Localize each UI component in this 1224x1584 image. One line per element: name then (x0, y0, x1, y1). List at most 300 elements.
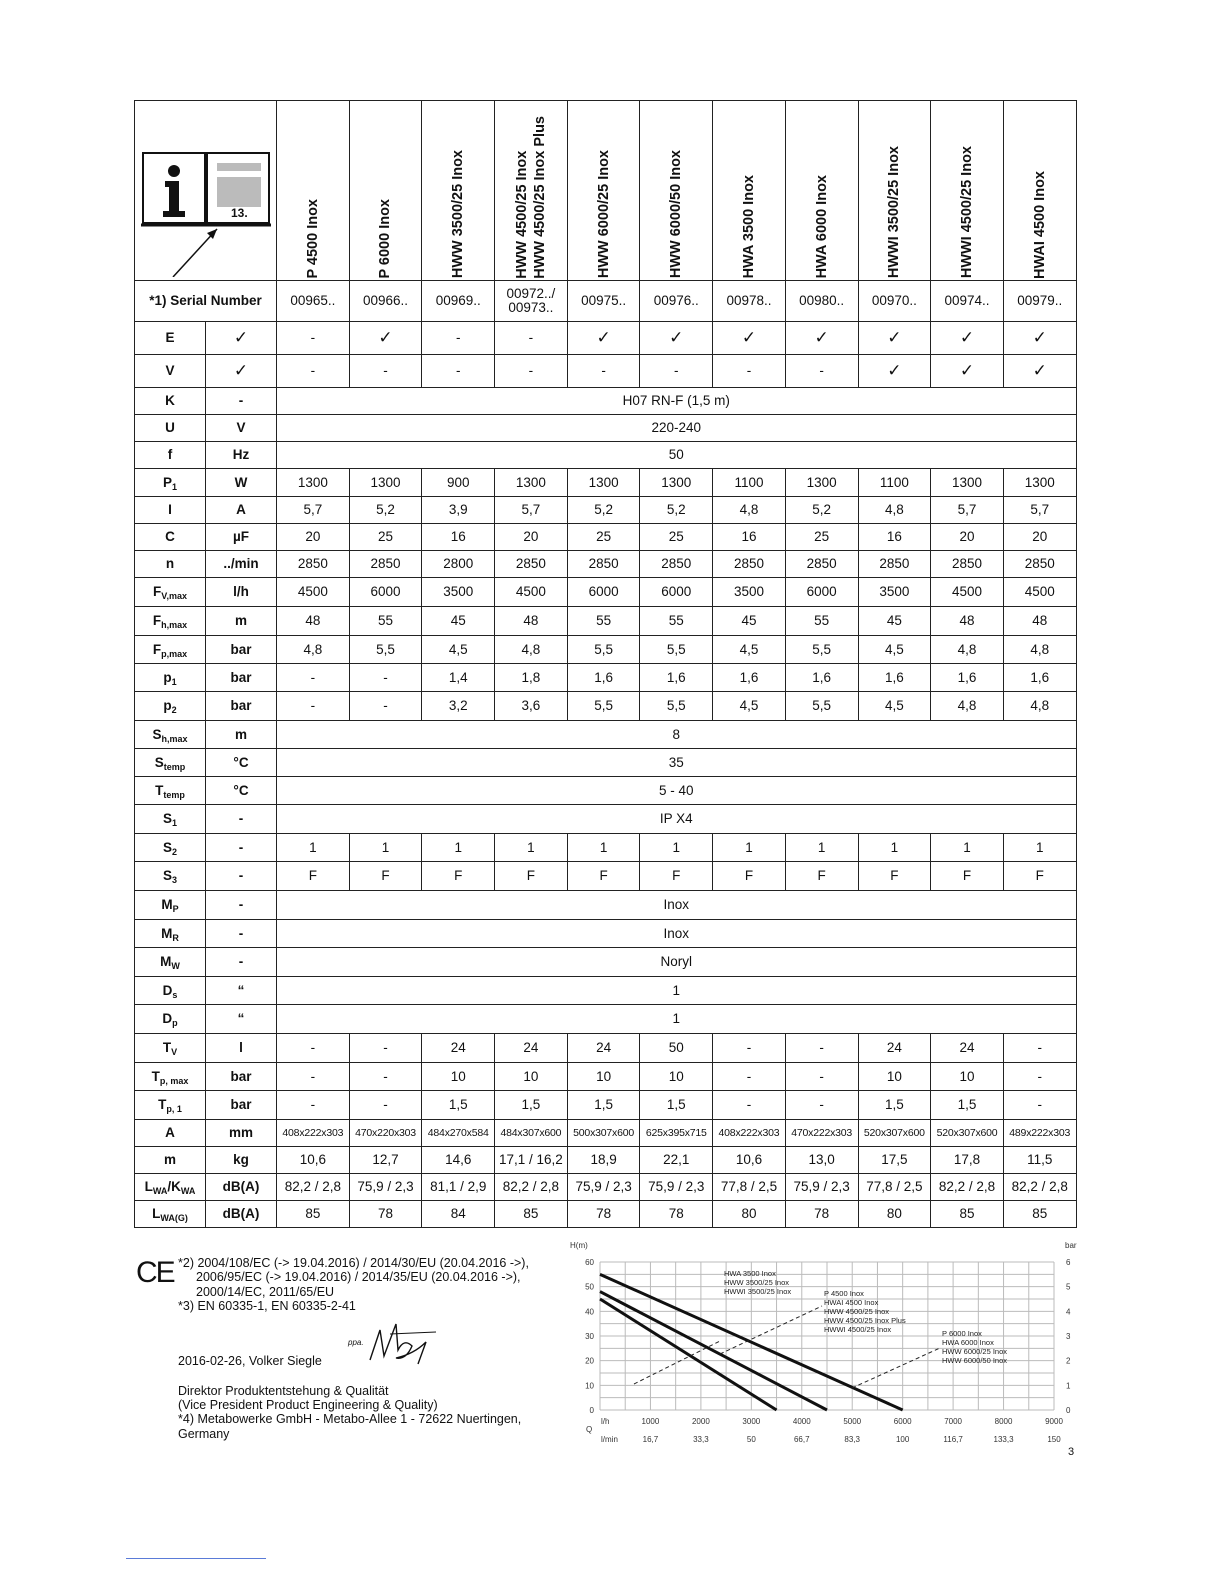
param-common-value: IP X4 (277, 805, 1077, 834)
manufacturer-country: Germany (178, 1426, 230, 1441)
param-value: - (349, 1091, 422, 1120)
param-value: 24 (931, 1034, 1004, 1063)
param-value: 10 (495, 1063, 568, 1091)
param-unit: - (206, 948, 277, 977)
spec-row (135, 469, 1077, 497)
signer-title-en: (Vice President Product Engineering & Quality) (178, 1397, 438, 1412)
spec-row (135, 920, 1077, 948)
param-unit: m (206, 721, 277, 749)
param-value: 55 (567, 607, 640, 636)
param-value: 2850 (931, 551, 1004, 578)
date-signer: 2016-02-26, Volker Siegle (178, 1353, 322, 1368)
param-value: 17,8 (931, 1147, 1004, 1174)
param-value: 1 (422, 834, 495, 862)
param-subscript: V (171, 1047, 178, 1058)
param-value: 13,0 (785, 1147, 858, 1174)
param-label (135, 777, 206, 805)
param-label (135, 692, 206, 721)
param-value: F (858, 862, 931, 891)
param-value: - (277, 1091, 350, 1120)
param-label (135, 721, 206, 749)
serial-value: 00980.. (785, 281, 858, 322)
param-value: ✓ (858, 322, 931, 355)
param-value: 1,8 (495, 664, 568, 692)
param-unit: V (206, 415, 277, 442)
param-value: 24 (567, 1034, 640, 1063)
param-value: 489x222x303 (1003, 1120, 1076, 1147)
param-label (135, 1005, 206, 1034)
param-subscript: temp (163, 761, 186, 772)
param-unit: °C (206, 749, 277, 777)
param-value: 20 (1003, 524, 1076, 551)
model-name: HWW 4500/25 Inox (513, 150, 530, 279)
param-subscript: h,max (161, 620, 188, 631)
param-unit: - (206, 805, 277, 834)
param-unit: °C (206, 777, 277, 805)
model-name: HWW 6000/50 Inox (668, 150, 685, 279)
param-value: 78 (640, 1201, 713, 1228)
param-subscript: WA(G) (160, 1213, 188, 1224)
serial-value: 00965.. (277, 281, 350, 322)
param-symbol: T (162, 1040, 172, 1056)
param-value: 81,1 / 2,9 (422, 1174, 495, 1201)
param-subscript: 1 (171, 676, 177, 687)
param-value: - (277, 1034, 350, 1063)
serial-value: 00972../ 00973.. (495, 281, 568, 322)
param-value: F (422, 862, 495, 891)
param-value: 1300 (277, 469, 350, 497)
param-value: - (349, 355, 422, 388)
param-value: 20 (277, 524, 350, 551)
param-value: 22,1 (640, 1147, 713, 1174)
param-value: 5,2 (640, 497, 713, 524)
spec-table (134, 100, 1077, 1228)
param-label (135, 1120, 206, 1147)
model-name: HWW 4500/25 Inox Plus (531, 115, 548, 279)
param-value: 16 (422, 524, 495, 551)
param-value: 4,5 (713, 692, 786, 721)
param-value: 20 (931, 524, 1004, 551)
param-unit: bar (206, 1091, 277, 1120)
param-unit: bar (206, 664, 277, 692)
param-value: 18,9 (567, 1147, 640, 1174)
param-unit: mm (206, 1120, 277, 1147)
param-value: 1 (931, 834, 1004, 862)
y-tick-right: 6 (1066, 1258, 1071, 1267)
param-unit: dB(A) (206, 1174, 277, 1201)
spec-row (135, 948, 1077, 977)
param-common-value: 5 - 40 (277, 777, 1077, 805)
model-header (931, 101, 1004, 281)
param-value: 82,2 / 2,8 (1003, 1174, 1076, 1201)
param-value: 408x222x303 (713, 1120, 786, 1147)
model-header (277, 101, 350, 281)
param-value: ✓ (713, 322, 786, 355)
param-value: 625x395x715 (640, 1120, 713, 1147)
spec-row (135, 1091, 1077, 1120)
param-symbol: S (162, 811, 172, 827)
param-value: 1,5 (640, 1091, 713, 1120)
param-symbol: A (165, 1125, 175, 1141)
param-value: - (349, 692, 422, 721)
param-value: 10 (567, 1063, 640, 1091)
param-value: 1,5 (931, 1091, 1004, 1120)
param-value: 1 (277, 834, 350, 862)
param-value: 45 (858, 607, 931, 636)
param-symbol: T (155, 782, 164, 798)
param-symbol: K (165, 393, 175, 409)
param-value: 20 (495, 524, 568, 551)
param-value: 3500 (422, 578, 495, 607)
param-symbol: f (167, 447, 173, 463)
param-value: ✓ (567, 322, 640, 355)
param-value: 3,2 (422, 692, 495, 721)
param-label (135, 1147, 206, 1174)
legend-entry: HWWI 4500/25 Inox (824, 1325, 892, 1334)
param-value: ✓ (640, 322, 713, 355)
param-value: 1,6 (785, 664, 858, 692)
param-subscript: h,max (161, 733, 188, 744)
param-symbol: M (161, 897, 173, 913)
x-unit-1: l/h (601, 1417, 610, 1426)
param-value: 1,6 (713, 664, 786, 692)
spec-row (135, 1174, 1077, 1201)
pump-curve-series (600, 1299, 777, 1410)
spec-row (135, 1034, 1077, 1063)
param-value: 24 (422, 1034, 495, 1063)
svg-text:13.: 13. (231, 206, 248, 220)
legend-entry: HWA 3500 Inox (724, 1269, 776, 1278)
model-name: HWA 3500 Inox (740, 175, 757, 279)
signature-row (178, 1314, 558, 1366)
param-value: 4,8 (931, 636, 1004, 664)
pump-curve-chart (560, 1236, 1080, 1456)
param-value: 4,8 (1003, 692, 1076, 721)
param-common-value: 1 (277, 977, 1077, 1005)
param-value: 2850 (277, 551, 350, 578)
param-value: 4,8 (931, 692, 1004, 721)
x-tick-lmin: 50 (746, 1435, 756, 1444)
y-tick-right: 2 (1066, 1356, 1071, 1366)
param-value: 75,9 / 2,3 (640, 1174, 713, 1201)
param-value: - (422, 322, 495, 355)
param-symbol: D (162, 1011, 173, 1027)
param-subscript: R (172, 932, 179, 943)
spec-row (135, 834, 1077, 862)
param-value: 1300 (1003, 469, 1076, 497)
param-subscript: 1 (172, 818, 178, 829)
param-value: 5,7 (1003, 497, 1076, 524)
x-tick: 7000 (944, 1417, 963, 1426)
param-subscript: P (172, 904, 179, 915)
y-tick-left: 10 (585, 1381, 594, 1391)
param-value: 25 (567, 524, 640, 551)
serial-value: 00979.. (1003, 281, 1076, 322)
directive-line-3: 2000/14/EC, 2011/65/EU (196, 1284, 335, 1299)
param-value: 78 (567, 1201, 640, 1228)
param-unit: - (206, 862, 277, 891)
param-value: F (931, 862, 1004, 891)
param-value: 470x222x303 (785, 1120, 858, 1147)
param-value: 48 (1003, 607, 1076, 636)
param-value: 5,7 (495, 497, 568, 524)
param-symbol: D (162, 982, 173, 998)
param-value: 80 (713, 1201, 786, 1228)
param-symbol: S (162, 839, 172, 855)
param-value: 3500 (713, 578, 786, 607)
param-value: 75,9 / 2,3 (349, 1174, 422, 1201)
declaration-block (178, 1256, 558, 1441)
param-value: 520x307x600 (931, 1120, 1004, 1147)
spec-row (135, 692, 1077, 721)
param-symbol: P (162, 474, 172, 490)
param-value: 6000 (567, 578, 640, 607)
param-symbol: V (165, 363, 175, 379)
model-name: P 4500 Inox (304, 199, 321, 279)
param-common-value: 35 (277, 749, 1077, 777)
param-value: 3,9 (422, 497, 495, 524)
param-value: 6000 (349, 578, 422, 607)
param-value: - (277, 664, 350, 692)
model-header (640, 101, 713, 281)
param-value: 1,6 (931, 664, 1004, 692)
param-value: F (349, 862, 422, 891)
param-value: 520x307x600 (858, 1120, 931, 1147)
param-value: 5,2 (349, 497, 422, 524)
param-value: 85 (1003, 1201, 1076, 1228)
param-value: 1,5 (567, 1091, 640, 1120)
spec-row (135, 805, 1077, 834)
param-label (135, 322, 206, 355)
legend-entry: HWW 4500/25 Inox Plus (824, 1316, 906, 1325)
legend-leader-line (720, 1306, 822, 1354)
param-unit: m (206, 607, 277, 636)
param-value: ✓ (931, 355, 1004, 388)
param-label (135, 497, 206, 524)
x-tick: 2000 (691, 1417, 710, 1426)
param-common-value: 50 (277, 442, 1077, 469)
param-value: 6000 (785, 578, 858, 607)
param-value: 470x220x303 (349, 1120, 422, 1147)
spec-row (135, 578, 1077, 607)
param-value: - (713, 355, 786, 388)
param-value: 2850 (349, 551, 422, 578)
param-value: ✓ (349, 322, 422, 355)
x-tick: 1000 (641, 1417, 660, 1426)
param-value: 1 (640, 834, 713, 862)
param-value: 1300 (785, 469, 858, 497)
legend-entry: HWWI 3500/25 Inox (724, 1287, 792, 1296)
spec-row (135, 862, 1077, 891)
param-value: 5,2 (785, 497, 858, 524)
serial-value: 00970.. (858, 281, 931, 322)
x-tick-lmin: 83,3 (844, 1435, 861, 1444)
param-value: 80 (858, 1201, 931, 1228)
param-value: 1,6 (1003, 664, 1076, 692)
param-value: - (713, 1091, 786, 1120)
param-value: 82,2 / 2,8 (277, 1174, 350, 1201)
y-tick-left: 40 (585, 1307, 594, 1317)
param-subscript: p (172, 1018, 178, 1029)
param-subscript: 3 (172, 875, 178, 886)
param-value: 2850 (567, 551, 640, 578)
legend-entry: P 4500 Inox (824, 1289, 864, 1298)
manual-reference-cell (135, 101, 277, 281)
param-subscript: 2 (172, 846, 178, 857)
x-tick: 9000 (1045, 1417, 1063, 1426)
param-unit: l (206, 1034, 277, 1063)
spec-row (135, 607, 1077, 636)
param-unit: ✓ (206, 355, 277, 388)
param-value: 1,6 (640, 664, 713, 692)
param-value: 45 (422, 607, 495, 636)
model-header (349, 101, 422, 281)
param-value: - (495, 355, 568, 388)
x-tick: 6000 (893, 1417, 912, 1426)
spec-row (135, 497, 1077, 524)
param-symbol: F (152, 641, 162, 657)
param-symbol: m (163, 1152, 176, 1168)
param-label (135, 524, 206, 551)
param-value: 2850 (713, 551, 786, 578)
param-value: F (495, 862, 568, 891)
param-value: 48 (931, 607, 1004, 636)
x-tick-lmin: 33,3 (693, 1435, 709, 1444)
x-tick-lmin: 66,7 (793, 1435, 810, 1444)
x-tick: 8000 (994, 1417, 1013, 1426)
param-value: - (277, 692, 350, 721)
pump-curve-series (600, 1292, 827, 1410)
directive-line-2: 2006/95/EC (-> 19.04.2016) / 2014/35/EU (20.04.2016 ->), (196, 1270, 521, 1285)
param-value: 1,6 (858, 664, 931, 692)
param-value: - (277, 1063, 350, 1091)
spec-row (135, 415, 1077, 442)
param-value: 5,5 (785, 636, 858, 664)
param-value: 1300 (349, 469, 422, 497)
param-value: 25 (349, 524, 422, 551)
param-label (135, 891, 206, 920)
param-value: - (349, 1063, 422, 1091)
param-symbol: p (163, 669, 172, 685)
param-symbol: U (165, 420, 175, 436)
standards-line: *3) EN 60335-1, EN 60335-2-41 (178, 1299, 356, 1314)
param-unit: kg (206, 1147, 277, 1174)
param-value: 4,8 (713, 497, 786, 524)
param-value: 10 (858, 1063, 931, 1091)
param-unit: - (206, 834, 277, 862)
model-name: P 6000 Inox (377, 199, 394, 279)
param-value: 82,2 / 2,8 (495, 1174, 568, 1201)
param-value: 900 (422, 469, 495, 497)
spec-row (135, 721, 1077, 749)
param-value: 2850 (495, 551, 568, 578)
legend-entry: HWW 6000/50 Inox (942, 1356, 1008, 1365)
param-unit: bar (206, 636, 277, 664)
y-tick-right: 4 (1066, 1307, 1071, 1317)
param-value: 77,8 / 2,5 (858, 1174, 931, 1201)
param-value: 10,6 (713, 1147, 786, 1174)
model-header (495, 101, 568, 281)
param-value: 484x307x600 (495, 1120, 568, 1147)
param-symbol: T (151, 1068, 160, 1084)
param-value: 5,5 (785, 692, 858, 721)
legend-entry: HWA 6000 Inox (942, 1338, 994, 1347)
param-value: 75,9 / 2,3 (785, 1174, 858, 1201)
param-value: 1 (785, 834, 858, 862)
param-subscript: s (172, 989, 178, 1000)
param-value: 1100 (858, 469, 931, 497)
param-value: 25 (640, 524, 713, 551)
param-value: 17,5 (858, 1147, 931, 1174)
param-value: 10,6 (277, 1147, 350, 1174)
param-unit: W (206, 469, 277, 497)
x-tick: 5000 (843, 1417, 862, 1426)
param-label (135, 388, 206, 415)
param-value: 1,5 (422, 1091, 495, 1120)
param-value: 2850 (640, 551, 713, 578)
param-value: 4500 (277, 578, 350, 607)
param-value: 77,8 / 2,5 (713, 1174, 786, 1201)
legend-entry: P 6000 Inox (942, 1329, 982, 1338)
param-value: 85 (931, 1201, 1004, 1228)
spec-row (135, 388, 1077, 415)
param-label (135, 1174, 206, 1201)
legend-entry: HWW 4500/25 Inox (824, 1307, 890, 1316)
manufacturer-line: *4) Metabowerke GmbH - Metabo-Allee 1 - 72622 Nuertingen, (178, 1412, 522, 1427)
param-value: 1 (713, 834, 786, 862)
param-unit: A (206, 497, 277, 524)
param-common-value: 220-240 (277, 415, 1077, 442)
param-symbol: S (162, 868, 172, 884)
legend-entry: HWW 6000/25 Inox (942, 1347, 1008, 1356)
param-value: 55 (640, 607, 713, 636)
param-value: 1,4 (422, 664, 495, 692)
param-label (135, 1201, 206, 1228)
param-value: 45 (713, 607, 786, 636)
param-unit: - (206, 388, 277, 415)
y-tick-left: 0 (589, 1406, 594, 1415)
param-label (135, 805, 206, 834)
param-label (135, 551, 206, 578)
param-symbol: I (168, 502, 172, 518)
param-label (135, 1034, 206, 1063)
param-value: 1 (349, 834, 422, 862)
param-symbol: /K (167, 1179, 181, 1195)
param-value: 24 (495, 1034, 568, 1063)
spec-row (135, 1120, 1077, 1147)
param-value: 6000 (640, 578, 713, 607)
param-value: 3,6 (495, 692, 568, 721)
param-value: 48 (495, 607, 568, 636)
param-value: 84 (422, 1201, 495, 1228)
param-value: 1300 (567, 469, 640, 497)
legend-entry: HWW 3500/25 Inox (724, 1278, 790, 1287)
spec-row (135, 355, 1077, 388)
param-value: 500x307x600 (567, 1120, 640, 1147)
param-unit: bar (206, 692, 277, 721)
param-unit: - (206, 891, 277, 920)
param-value: 82,2 / 2,8 (931, 1174, 1004, 1201)
manual-book-icon (135, 101, 277, 277)
spec-row (135, 777, 1077, 805)
model-name: HWAI 4500 Inox (1031, 170, 1048, 279)
param-symbol: S (152, 726, 162, 742)
spec-row (135, 1147, 1077, 1174)
x-tick: 3000 (742, 1417, 761, 1426)
param-common-value: 8 (277, 721, 1077, 749)
param-unit: dB(A) (206, 1201, 277, 1228)
spec-row (135, 636, 1077, 664)
